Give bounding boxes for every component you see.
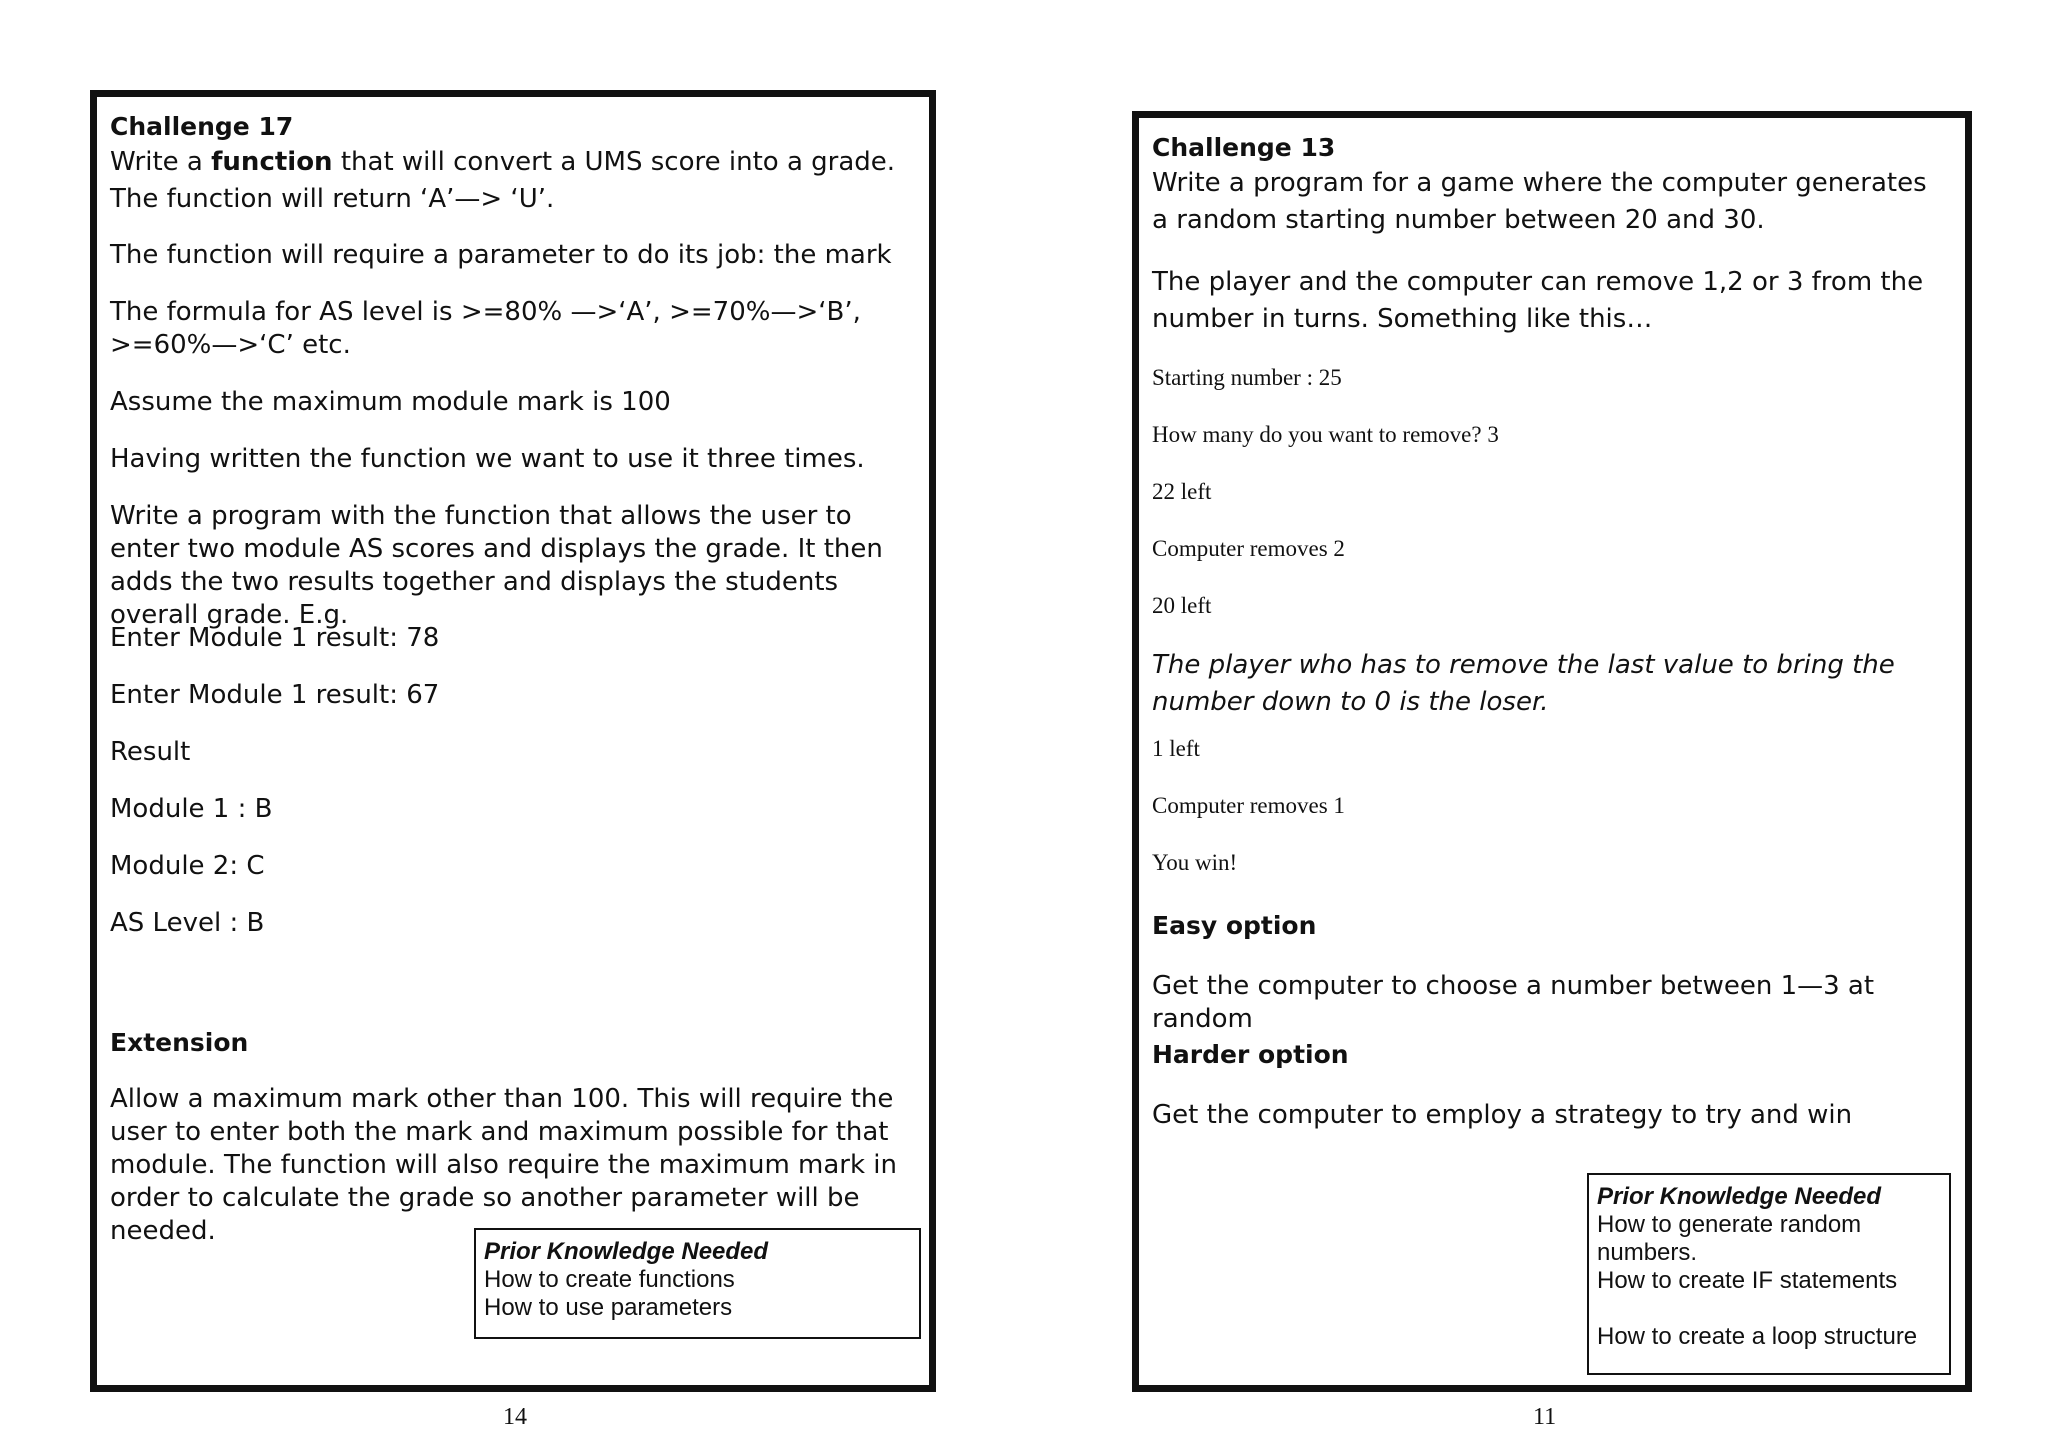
example-line-2: Enter Module 1 result: 67 xyxy=(110,680,440,710)
italic-loser-note: The player who has to remove the last value to bring the number down to 0 is the loser. xyxy=(1152,650,1895,717)
sample-line-3: 22 left xyxy=(1152,479,1212,504)
challenge-17-intro xyxy=(110,144,915,218)
example-line-4: Module 1 : B xyxy=(110,794,273,824)
intro-bold-word: function xyxy=(211,147,333,177)
prior-knowledge-item: How to create a loop structure xyxy=(1597,1323,1918,1350)
left-page-frame xyxy=(90,90,936,1392)
harder-option-title: Harder option xyxy=(1152,1040,1349,1069)
prior-knowledge-item: How to create IF statements xyxy=(1597,1267,1898,1294)
example-line-1: Enter Module 1 result: 78 xyxy=(110,623,440,653)
prior-knowledge-item: How to generate random numbers. xyxy=(1597,1211,1862,1266)
sample-line-1: Starting number : 25 xyxy=(1152,365,1342,390)
right-page-frame xyxy=(1132,111,1972,1392)
page-number-left: 14 xyxy=(503,1404,527,1430)
paragraph-game: Write a program for a game where the computer generates a random starting number between 20 and 30. xyxy=(1152,168,1927,235)
challenge-17-title: Challenge 17 xyxy=(110,112,294,141)
sample-line-2: How many do you want to remove? 3 xyxy=(1152,422,1499,447)
intro-suffix: that will convert a UMS score into a grade. The function will return ‘A’—> ‘U’. xyxy=(110,147,896,214)
paragraph-formula: The formula for AS level is >=80% —>‘A’, >=70%—>‘B’, >=60%—>‘C’ etc. xyxy=(110,297,861,360)
sample-line-6: 1 left xyxy=(1152,736,1200,761)
harder-option-text: Get the computer to employ a strategy to try and win xyxy=(1152,1100,1853,1130)
sample-line-8: You win! xyxy=(1152,850,1238,875)
paragraph-max-mark: Assume the maximum module mark is 100 xyxy=(110,387,671,417)
extension-title: Extension xyxy=(110,1028,249,1057)
challenge-13-title: Challenge 13 xyxy=(1152,133,1336,162)
prior-knowledge-title: Prior Knowledge Needed xyxy=(1597,1183,1882,1210)
paragraph-remove: The player and the computer can remove 1,2 or 3 from the number in turns. Something like this… xyxy=(1152,267,1924,334)
page-number-right: 11 xyxy=(1533,1404,1557,1430)
prior-knowledge-item: How to create functions xyxy=(484,1266,735,1293)
example-line-3: Result xyxy=(110,737,191,767)
prior-knowledge-box-left xyxy=(474,1228,921,1339)
easy-option-title: Easy option xyxy=(1152,911,1317,940)
sample-line-4: Computer removes 2 xyxy=(1152,536,1345,561)
prior-knowledge-title: Prior Knowledge Needed xyxy=(484,1238,769,1265)
prior-knowledge-box-right xyxy=(1587,1173,1951,1375)
example-line-6: AS Level : B xyxy=(110,908,265,938)
sample-line-7: Computer removes 1 xyxy=(1152,793,1345,818)
paragraph-parameter: The function will require a parameter to do its job: the mark xyxy=(110,240,892,270)
example-line-5: Module 2: C xyxy=(110,851,265,881)
easy-option-text: Get the computer to choose a number between 1—3 at random xyxy=(1152,971,1875,1034)
paragraph-three-times: Having written the function we want to use it three times. xyxy=(110,444,865,474)
intro-prefix: Write a xyxy=(110,147,212,177)
prior-knowledge-item: How to use parameters xyxy=(484,1294,733,1321)
sample-line-5: 20 left xyxy=(1152,593,1212,618)
extension-text: Allow a maximum mark other than 100. This will require the user to enter both the mark and maximum possible for that module. The function will also require the maximum mark in order to calculate the grade so another parameter will be needed. xyxy=(110,1084,898,1246)
paragraph-program: Write a program with the function that allows the user to enter two module AS scores and displays the grade. It then adds the two results together and displays the students overall grade. E.g. xyxy=(110,501,883,630)
